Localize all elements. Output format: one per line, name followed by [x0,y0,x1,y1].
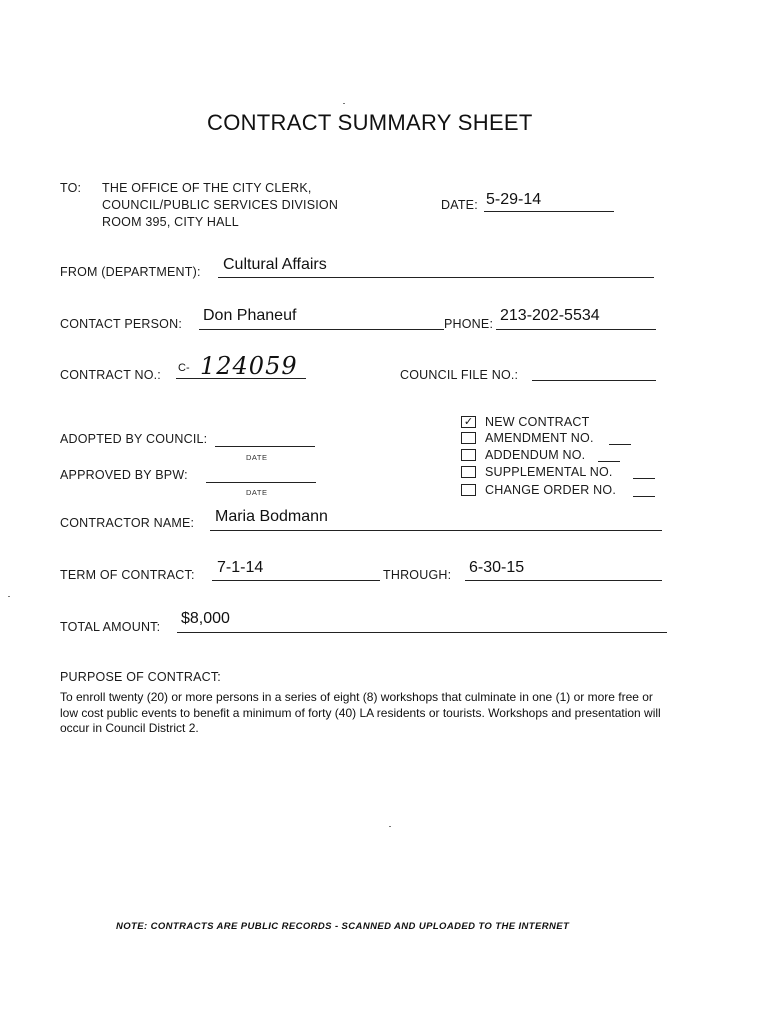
amendment-checkbox[interactable] [461,432,476,444]
approved-underline [206,482,316,483]
supplemental-underline [633,478,655,479]
approved-date-sublabel: DATE [246,488,268,497]
contract-no-field[interactable]: 124059 [200,352,298,380]
date-label: DATE: [441,198,478,212]
approved-label: APPROVED BY BPW: [60,468,188,482]
contract-no-underline [176,378,306,379]
contractor-name-field[interactable]: Maria Bodmann [215,508,328,525]
contractor-label: CONTRACTOR NAME: [60,516,195,530]
council-file-label: COUNCIL FILE NO.: [400,368,519,382]
contract-no-label: CONTRACT NO.: [60,368,161,382]
from-underline [218,277,654,278]
contact-underline [199,329,444,330]
footer-note: NOTE: CONTRACTS ARE PUBLIC RECORDS - SCANNED AND UPLOADED TO THE INTERNET [116,921,570,932]
term-end-field[interactable]: 6-30-15 [469,559,525,576]
purpose-text: To enroll twenty (20) or more persons in a series of eight (8) workshops that culminate in one (1) or more free or low cost public events to benefit a minimum of forty (40) LA residents or tourists. Workshops and presentation will occur in Council District 2. [60,690,661,735]
to-label: TO: [60,181,82,195]
term-label: TERM OF CONTRACT: [60,568,195,582]
to-line-2: COUNCIL/PUBLIC SERVICES DIVISION [102,198,339,212]
page-title: CONTRACT SUMMARY SHEET [207,110,533,135]
phone-label: PHONE: [444,317,494,331]
from-department-field[interactable]: Cultural Affairs [223,256,327,273]
from-label: FROM (DEPARTMENT): [60,265,201,279]
supplemental-checkbox[interactable] [461,466,476,478]
supplemental-label: SUPPLEMENTAL NO. [485,465,613,479]
through-label: THROUGH: [383,568,452,582]
total-amount-field[interactable]: $8,000 [181,610,230,627]
new-contract-label: NEW CONTRACT [485,415,590,429]
check-mark-icon: ✓ [463,416,474,428]
contractor-underline [210,530,662,531]
addendum-underline [598,461,620,462]
date-underline [484,211,614,212]
amendment-underline [609,444,631,445]
contact-person-field[interactable]: Don Phaneuf [203,307,297,324]
change-order-underline [633,496,655,497]
addendum-checkbox[interactable] [461,449,476,461]
new-contract-checkbox[interactable] [461,416,476,428]
total-label: TOTAL AMOUNT: [60,620,161,634]
total-underline [177,632,667,633]
scan-speck [343,103,345,104]
scan-speck [389,826,391,827]
addendum-label: ADDENDUM NO. [485,448,586,462]
term-start-field[interactable]: 7-1-14 [217,559,264,576]
phone-field[interactable]: 213-202-5534 [500,307,600,324]
change-order-label: CHANGE ORDER NO. [485,483,616,497]
adopted-underline [215,446,315,447]
change-order-checkbox[interactable] [461,484,476,496]
scan-speck [8,596,10,597]
contract-no-prefix: C- [178,362,190,374]
council-file-underline [532,380,656,381]
contact-label: CONTACT PERSON: [60,317,182,331]
term-start-underline [212,580,380,581]
phone-underline [496,329,656,330]
purpose-label: PURPOSE OF CONTRACT: [60,670,221,684]
adopted-date-sublabel: DATE [246,453,268,462]
amendment-label: AMENDMENT NO. [485,431,594,445]
term-end-underline [465,580,662,581]
to-line-3: ROOM 395, CITY HALL [102,215,239,229]
adopted-label: ADOPTED BY COUNCIL: [60,432,208,446]
to-line-1: THE OFFICE OF THE CITY CLERK, [102,181,312,195]
date-field[interactable]: 5-29-14 [486,191,542,208]
